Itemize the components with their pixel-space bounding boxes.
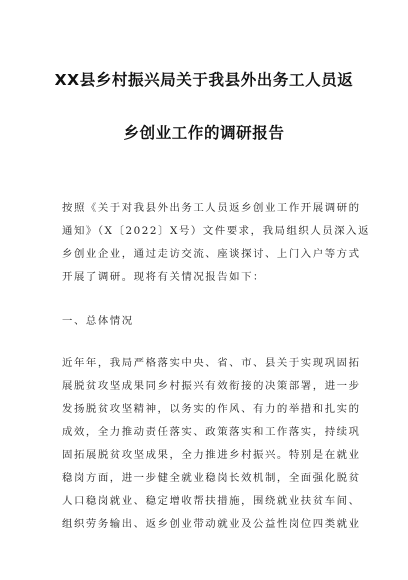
body-paragraph-line-1: 近年年，我局严格落实中央、省、市、县关于实现巩固拓 bbox=[62, 357, 361, 369]
intro-paragraph-line-1: 按照《关于对我县外出务工人员返乡创业工作开展调研的 bbox=[62, 202, 361, 214]
body-paragraph-line-4: 成效，全力推动责任落实、政策落实和工作落实，持续巩 bbox=[62, 426, 361, 438]
body-paragraph-line-8: 组织劳务输出、返乡创业带动就业及公益性岗位四类就业 bbox=[62, 518, 361, 530]
body-paragraph-line-5: 固拓展脱贫攻坚成果，全力推进乡村振兴。特别是在就业 bbox=[62, 449, 361, 461]
section-heading: 一、总体情况 bbox=[62, 315, 134, 327]
intro-paragraph-line-2: 通知》（X〔2022〕X号）文件要求，我局组织人员深入返 bbox=[62, 225, 371, 237]
body-paragraph-line-2: 展脱贫攻坚成果同乡村振兴有效衔接的决策部署，进一步 bbox=[62, 380, 361, 392]
body-paragraph-line-6: 稳岗方面，进一步健全就业稳岗长效机制，全面强化脱贫 bbox=[62, 472, 361, 484]
document-title-line-1: XX县乡村振兴局关于我县外出务工人员返 bbox=[54, 71, 354, 89]
body-paragraph-line-3: 发扬脱贫攻坚精神，以务实的作风、有力的举措和扎实的 bbox=[62, 403, 361, 415]
document-title-line-2: 乡创业工作的调研报告 bbox=[123, 124, 285, 142]
body-paragraph-line-7: 人口稳岗就业、稳定增收帮扶措施，围绕就业扶贫车间、 bbox=[62, 495, 361, 507]
intro-paragraph-line-4: 开展了调研。现将有关情况报告如下： bbox=[62, 271, 265, 283]
intro-paragraph-line-3: 乡创业企业，通过走访交流、座谈探讨、上门入户等方式 bbox=[62, 248, 361, 260]
